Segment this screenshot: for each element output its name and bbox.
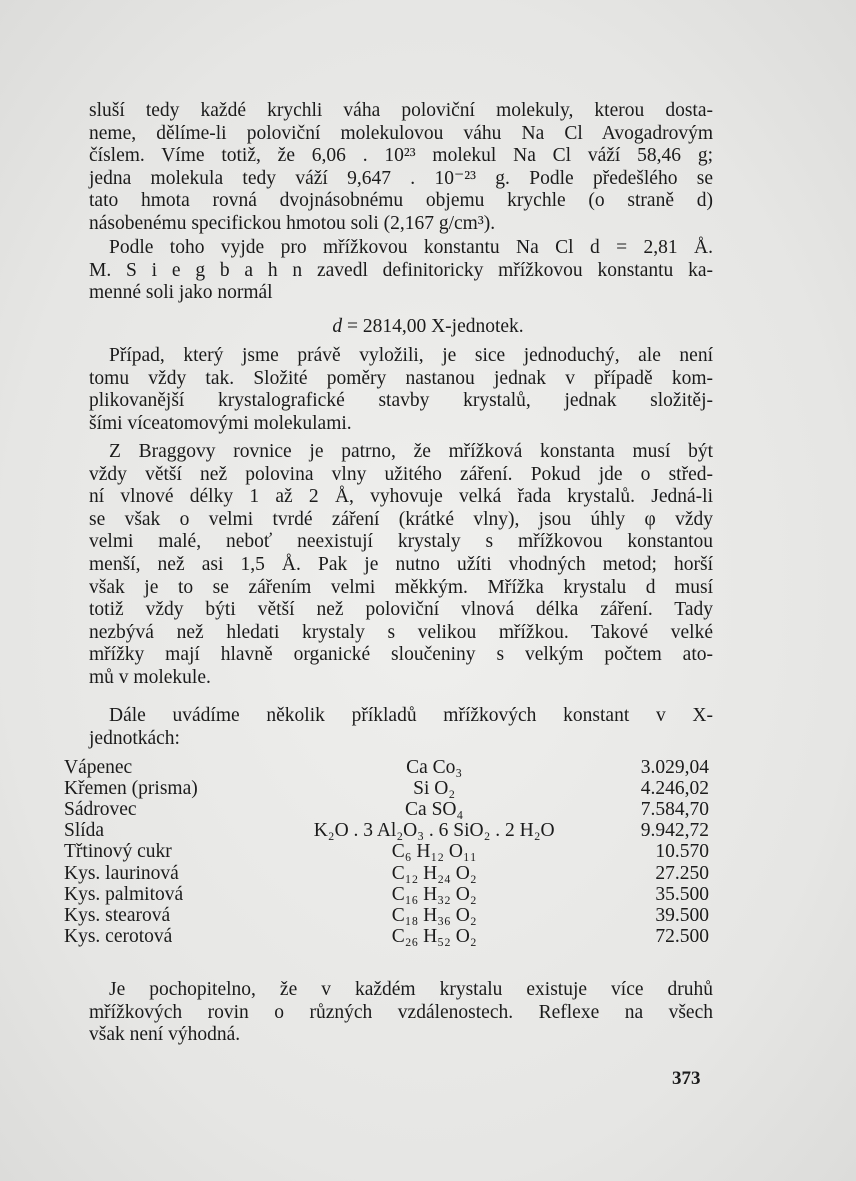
table-row: [64, 820, 709, 841]
text-line: mů v molekule.: [89, 666, 211, 688]
table-row: [64, 905, 709, 926]
chemical-formula: Ca SO₄: [405, 799, 464, 821]
text-line: mřížky mají hlavně organické sloučeniny s velkým počtem ato-: [89, 644, 713, 666]
text-line: vždy větší než polovina vlny užitého záření. Pokud jde o střed-: [89, 463, 713, 485]
paragraph-6: [89, 979, 713, 1047]
paragraph-1: [89, 100, 713, 236]
mineral-name: Kys. stearová: [64, 904, 171, 926]
lattice-constant: 10.570: [655, 841, 709, 863]
text-line: se však o velmi tvrdé záření (krátké vlny), jsou úhly φ vždy: [89, 508, 713, 530]
mineral-name: Třtinový cukr: [64, 841, 172, 863]
text-line: mřížkových rovin o různých vzdálenostech. Reflexe na všech: [89, 1001, 713, 1023]
lattice-constants-table: [64, 757, 709, 947]
text-line: plikovanější krystalografické stavby krystalů, jednak složitěj-: [89, 390, 713, 412]
table-row: [64, 757, 709, 778]
lattice-constant: 9.942,72: [640, 820, 709, 842]
table-row: [64, 884, 709, 905]
chemical-formula: Si O₂: [413, 778, 456, 800]
lattice-constant: 72.500: [655, 925, 709, 947]
chemical-formula: C₆ H₁₂ O₁₁: [391, 841, 477, 863]
table-row: [64, 799, 709, 820]
text-line: nezbývá než hledati krystaly s velikou mřížkou. Takové velké: [89, 621, 713, 643]
table-row: [64, 926, 709, 947]
paragraph-4: [89, 441, 713, 690]
chemical-formula: C₂₆ H₅₂ O₂: [391, 925, 477, 947]
chemical-formula: K₂O . 3 Al₂O₃ . 6 SiO₂ . 2 H₂O: [313, 820, 555, 842]
text-line: však je to se zářením velmi měkkým. Mřížka krystalu d musí: [89, 576, 713, 598]
text-line: velmi malé, neboť neexistují krystaly s mřížkovou konstantou: [89, 531, 713, 553]
text-line: jednotkách:: [89, 727, 180, 749]
text-line: neme, dělíme-li poloviční molekulovou váhu Na Cl Avogadrovým: [89, 122, 713, 144]
text-line: menné soli jako normál: [89, 282, 273, 304]
text-line: šími víceatomovými molekulami.: [89, 412, 352, 434]
text-line: tato hmota rovná dvojnásobnému objemu krychle (o straně d): [89, 190, 713, 212]
text-line: Je pochopitelno, že v každém krystalu existuje více druhů: [109, 979, 713, 1000]
text-line: však není výhodná.: [89, 1024, 241, 1046]
paragraph-5: [89, 705, 713, 750]
table-row: [64, 778, 709, 799]
paragraph-3: [89, 345, 713, 435]
text-line: Z Braggovy rovnice je patrno, že mřížková konstanta musí být: [109, 441, 713, 462]
lattice-constant: 39.500: [655, 904, 709, 926]
text-line: Případ, který jsme právě vyložili, je sice jednoduchý, ale není: [109, 345, 713, 366]
mineral-name: Sádrovec: [64, 799, 137, 821]
text-line: M. S i e g b a h n zavedl definitoricky mřížkovou konstantu ka-: [89, 259, 713, 281]
chemical-formula: Ca Co₃: [406, 757, 463, 779]
lattice-constant: 27.250: [655, 862, 709, 884]
mineral-name: Kys. laurinová: [64, 862, 179, 884]
text-line: menší, než asi 1,5 Å. Pak je nutno užíti vhodných metod; horší: [89, 553, 713, 575]
text-line: sluší tedy každé krychli váha poloviční molekuly, kterou dosta-: [89, 100, 713, 121]
page-number: 373: [672, 1068, 701, 1089]
text-line: tomu vždy tak. Složité poměry nastanou jednak v případě kom-: [89, 367, 713, 389]
chemical-formula: C₁₆ H₃₂ O₂: [391, 883, 477, 905]
chemical-formula: C₁₈ H₃₆ O₂: [391, 904, 477, 926]
lattice-constant: 7.584,70: [640, 799, 709, 821]
text-line: jedna molekula tedy váží 9,647 . 10⁻²³ g. Podle předešlého se: [89, 167, 713, 189]
text-line: totiž vždy býti větší než poloviční vlnová délka záření. Tady: [89, 599, 713, 621]
equation-variable: d: [332, 316, 343, 337]
text-line: násobenému specifickou hmotou soli (2,167 g/cm³).: [89, 212, 496, 234]
lattice-constant: 35.500: [655, 883, 709, 905]
mineral-name: Křemen (prisma): [64, 778, 198, 800]
text-line: ní vlnové délky 1 až 2 Å, vyhovuje velká řada krystalů. Jedná-li: [89, 486, 713, 508]
paragraph-2: [89, 237, 713, 305]
lattice-constant: 4.246,02: [640, 778, 709, 800]
mineral-name: Kys. palmitová: [64, 883, 184, 905]
text-line: Podle toho vyjde pro mřížkovou konstantu Na Cl d = 2,81 Å.: [109, 237, 713, 258]
equation-value: = 2814,00 X-jednotek.: [346, 316, 524, 337]
mineral-name: Kys. cerotová: [64, 925, 173, 947]
mineral-name: Slída: [64, 820, 105, 842]
table-row: [64, 862, 709, 883]
equation: [0, 316, 856, 338]
chemical-formula: C₁₂ H₂₄ O₂: [391, 862, 477, 884]
lattice-constant: 3.029,04: [640, 757, 709, 779]
text-line: číslem. Víme totiž, že 6,06 . 10²³ molekul Na Cl váží 58,46 g;: [89, 145, 713, 167]
text-line: Dále uvádíme několik příkladů mřížkových konstant v X-: [109, 705, 713, 726]
mineral-name: Vápenec: [64, 757, 133, 779]
table-row: [64, 841, 709, 862]
